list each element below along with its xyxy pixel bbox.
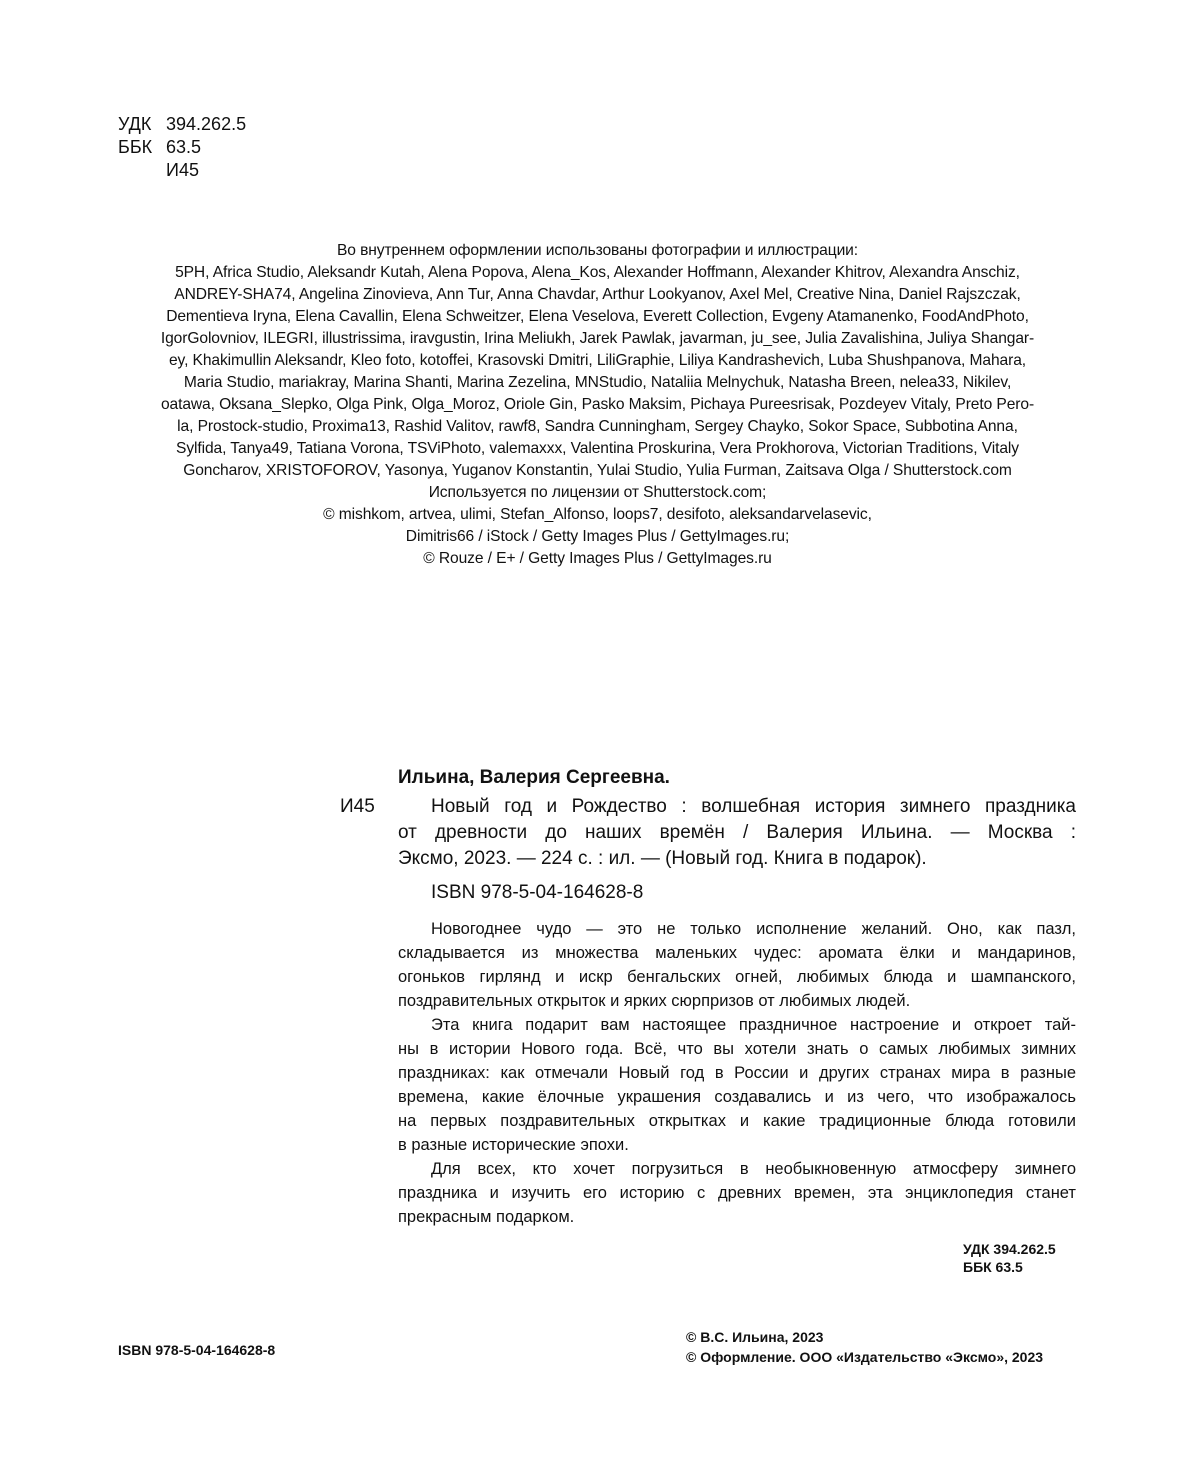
annotation-line: складывается из множества маленьких чудес: аромата ёлки и мандаринов, bbox=[398, 944, 1076, 962]
annotation-line: на первых поздравительных открытках и какие традиционные блюда готовили bbox=[398, 1112, 1076, 1130]
credits-line: oatawa, Oksana_Slepko, Olga Pink, Olga_Moroz, Oriole Gin, Pasko Maksim, Pichaya Pureesrisak, Pozdeyev Vitaly, Preto Pero- bbox=[160, 396, 1035, 413]
credits-line: ey, Khakimullin Aleksandr, Kleo foto, kotoffei, Krasovski Dmitri, LiliGraphie, Liliya Kandrashevich, Luba Shushpanova, Mahara, bbox=[168, 352, 1027, 369]
udk-line bbox=[118, 113, 246, 136]
annotation bbox=[398, 917, 1076, 1229]
credits-line: ANDREY-SHA74, Angelina Zinovieva, Ann Tur, Anna Chavdar, Arthur Lookyanov, Axel Mel, Creative Nina, Daniel Rajszczak, bbox=[174, 286, 1021, 303]
record-description bbox=[398, 794, 1076, 872]
udk-label: УДК bbox=[118, 114, 152, 134]
footer-udk: УДК 394.262.5 bbox=[963, 1241, 1056, 1257]
annotation-line: в разные исторические эпохи. bbox=[398, 1136, 629, 1154]
photo-credits bbox=[110, 240, 1085, 570]
bbk-line bbox=[118, 136, 246, 159]
udk-value: 394.262.5 bbox=[166, 114, 247, 134]
record-author: Ильина, Валерия Сергеевна. bbox=[398, 767, 670, 788]
record-isbn: ISBN 978-5-04-164628-8 bbox=[431, 882, 644, 903]
record-line: от древности до наших времён / Валерия Ильина. — Москва : bbox=[398, 822, 1076, 843]
annotation-line: праздниках: как отмечали Новый год в России и других странах мира в разные bbox=[398, 1064, 1076, 1082]
record-line: Новый год и Рождество : волшебная история зимнего праздника bbox=[431, 796, 1076, 817]
copyright-block bbox=[686, 1327, 1043, 1367]
footer-codes bbox=[963, 1240, 1056, 1276]
annotation-line: Новогоднее чудо — это не только исполнение желаний. Оно, как пазл, bbox=[431, 920, 1076, 938]
annotation-line: поздравительных открыток и ярких сюрпризов от любимых людей. bbox=[398, 992, 911, 1010]
credits-line: Goncharov, XRISTOFOROV, Yasonya, Yuganov Konstantin, Yulai Studio, Yulia Furman, Zaitsava Olga / Shutterstock.com bbox=[183, 462, 1012, 479]
copyright-author: © В.С. Ильина, 2023 bbox=[686, 1329, 824, 1345]
record-mark: И45 bbox=[340, 796, 375, 817]
annotation-line: времена, какие ёлочные украшения создавались и из чего, что изображалось bbox=[398, 1088, 1076, 1106]
annotation-line: огоньков гирлянд и искр бенгальских огней, любимых блюда и шампанского, bbox=[398, 968, 1076, 986]
footer-isbn: ISBN 978-5-04-164628-8 bbox=[118, 1342, 276, 1358]
credits-line: © mishkom, artvea, ulimi, Stefan_Alfonso, loops7, desifoto, aleksandarvelasevic, bbox=[323, 506, 872, 523]
annotation-line: прекрасным подарком. bbox=[398, 1208, 575, 1226]
annotation-line: Для всех, кто хочет погрузиться в необыкновенную атмосферу зимнего bbox=[431, 1160, 1076, 1178]
author-mark: И45 bbox=[166, 160, 199, 180]
credits-line: Используется по лицензии от Shutterstock.com; bbox=[428, 484, 767, 501]
credits-line: la, Prostock-studio, Proxima13, Rashid Valitov, rawf8, Sandra Cunningham, Sergey Chayko, Sokor Space, Subbotina Anna, bbox=[177, 418, 1018, 435]
copyright-design: © Оформление. ООО «Издательство «Эксмо», 2023 bbox=[686, 1349, 1044, 1365]
credits-line: Sylfida, Tanya49, Tatiana Vorona, TSViPhoto, valemaxxx, Valentina Proskurina, Vera Prokhorova, Victorian Traditions, Vitaly bbox=[176, 440, 1019, 457]
classification-codes bbox=[118, 113, 246, 182]
annotation-line: праздника и изучить его историю с древних времен, эта энциклопедия станет bbox=[398, 1184, 1076, 1202]
record-line: Эксмо, 2023. — 224 с. : ил. — (Новый год. Книга в подарок). bbox=[398, 848, 927, 869]
footer-bbk: ББК 63.5 bbox=[963, 1259, 1023, 1275]
credits-line: Во внутреннем оформлении использованы фотографии и иллюстрации: bbox=[336, 242, 859, 259]
annotation-line: ны в истории Нового года. Всё, что вы хотели знать о самых любимых зимних bbox=[398, 1040, 1076, 1058]
bbk-value: 63.5 bbox=[166, 137, 202, 157]
credits-line: © Rouze / E+ / Getty Images Plus / GettyImages.ru bbox=[423, 550, 772, 567]
bbk-label: ББК bbox=[118, 137, 153, 157]
credits-line: Maria Studio, mariakray, Marina Shanti, Marina Zezelina, MNStudio, Nataliia Melnychuk, Natasha Breen, nelea33, Nikilev, bbox=[183, 374, 1012, 391]
credits-line: IgorGolovniov, ILEGRI, illustrissima, iravgustin, Irina Meliukh, Jarek Pawlak, javarman, ju_see, Julia Zavalishina, Juliya Shangar- bbox=[160, 330, 1035, 347]
credits-line: Dimitris66 / iStock / Getty Images Plus / GettyImages.ru; bbox=[405, 528, 790, 545]
credits-line: Dementieva Iryna, Elena Cavallin, Elena Schweitzer, Elena Veselova, Everett Collection, Evgeny Atamanenko, FoodAndPhoto, bbox=[166, 308, 1029, 325]
annotation-line: Эта книга подарит вам настоящее праздничное настроение и откроет тай- bbox=[431, 1016, 1076, 1034]
credits-line: 5PH, Africa Studio, Aleksandr Kutah, Alena Popova, Alena_Kos, Alexander Hoffmann, Alexander Khitrov, Alexandra Anschiz, bbox=[175, 264, 1020, 281]
